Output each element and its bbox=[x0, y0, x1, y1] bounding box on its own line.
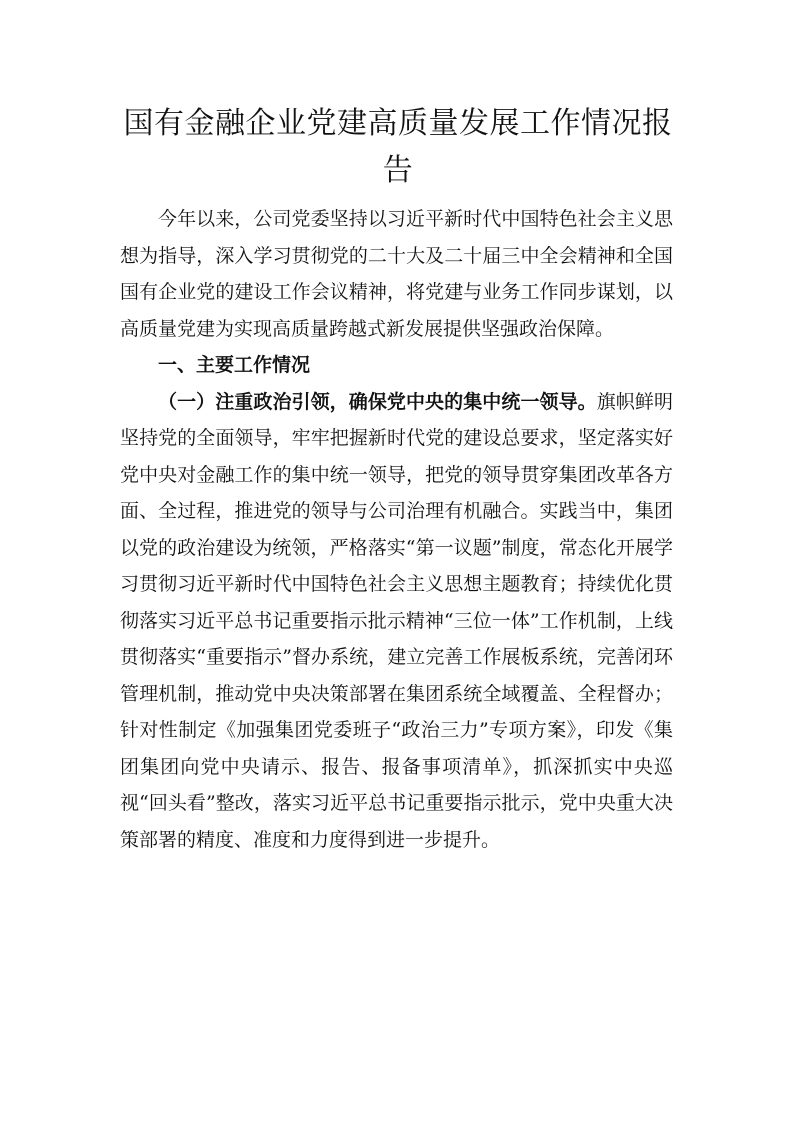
section-heading: 一、主要工作情况 bbox=[158, 354, 311, 376]
subsection-body: 旗帜鲜明坚持党的全面领导，牢牢把握新时代党的建设总要求，坚定落实好党中央对金融工作的集中统一领导，把党的领导贯穿集团改革各方面、全过程，推进党的领导与公司治理有机融合。实践当中，集团以党的政治建设为统领，严格落实“第一议题”制度，常态化开展学习贯彻习近平新时代中国特色社会主义思想主题教育；持续优化贯彻落实习近平总书记重要指示批示精神“三位一体”工作机制，上线贯彻落实“重要指示”督办系统，建立完善工作展板系统，完善闭环管理机制，推动党中央决策部署在集团系统全域覆盖、全程督办；针对性制定《加强集团党委班子“政治三力”专项方案》，印发《集团集团向党中央请示、报告、报备事项清单》，抓深抓实中央巡视“回头看”整改，落实习近平总书记重要指示批示，党中央重大决策部署的精度、准度和力度得到进一步提升。 bbox=[120, 390, 673, 851]
document-body bbox=[120, 201, 673, 858]
document-title: 国有金融企业党建高质量发展工作情况报告 bbox=[123, 106, 673, 188]
subsection-paragraph bbox=[120, 384, 673, 859]
intro-paragraph: 今年以来，公司党委坚持以习近平新时代中国特色社会主义思想为指导，深入学习贯彻党的二十大及二十届三中全会精神和全国国有企业党的建设工作会议精神，将党建与业务工作同步谋划，以高质量党建为实现高质量跨越式新发展提供坚强政治保障。 bbox=[120, 208, 673, 340]
subsection-heading: （一）注重政治引领，确保党中央的集中统一领导。 bbox=[158, 390, 597, 413]
